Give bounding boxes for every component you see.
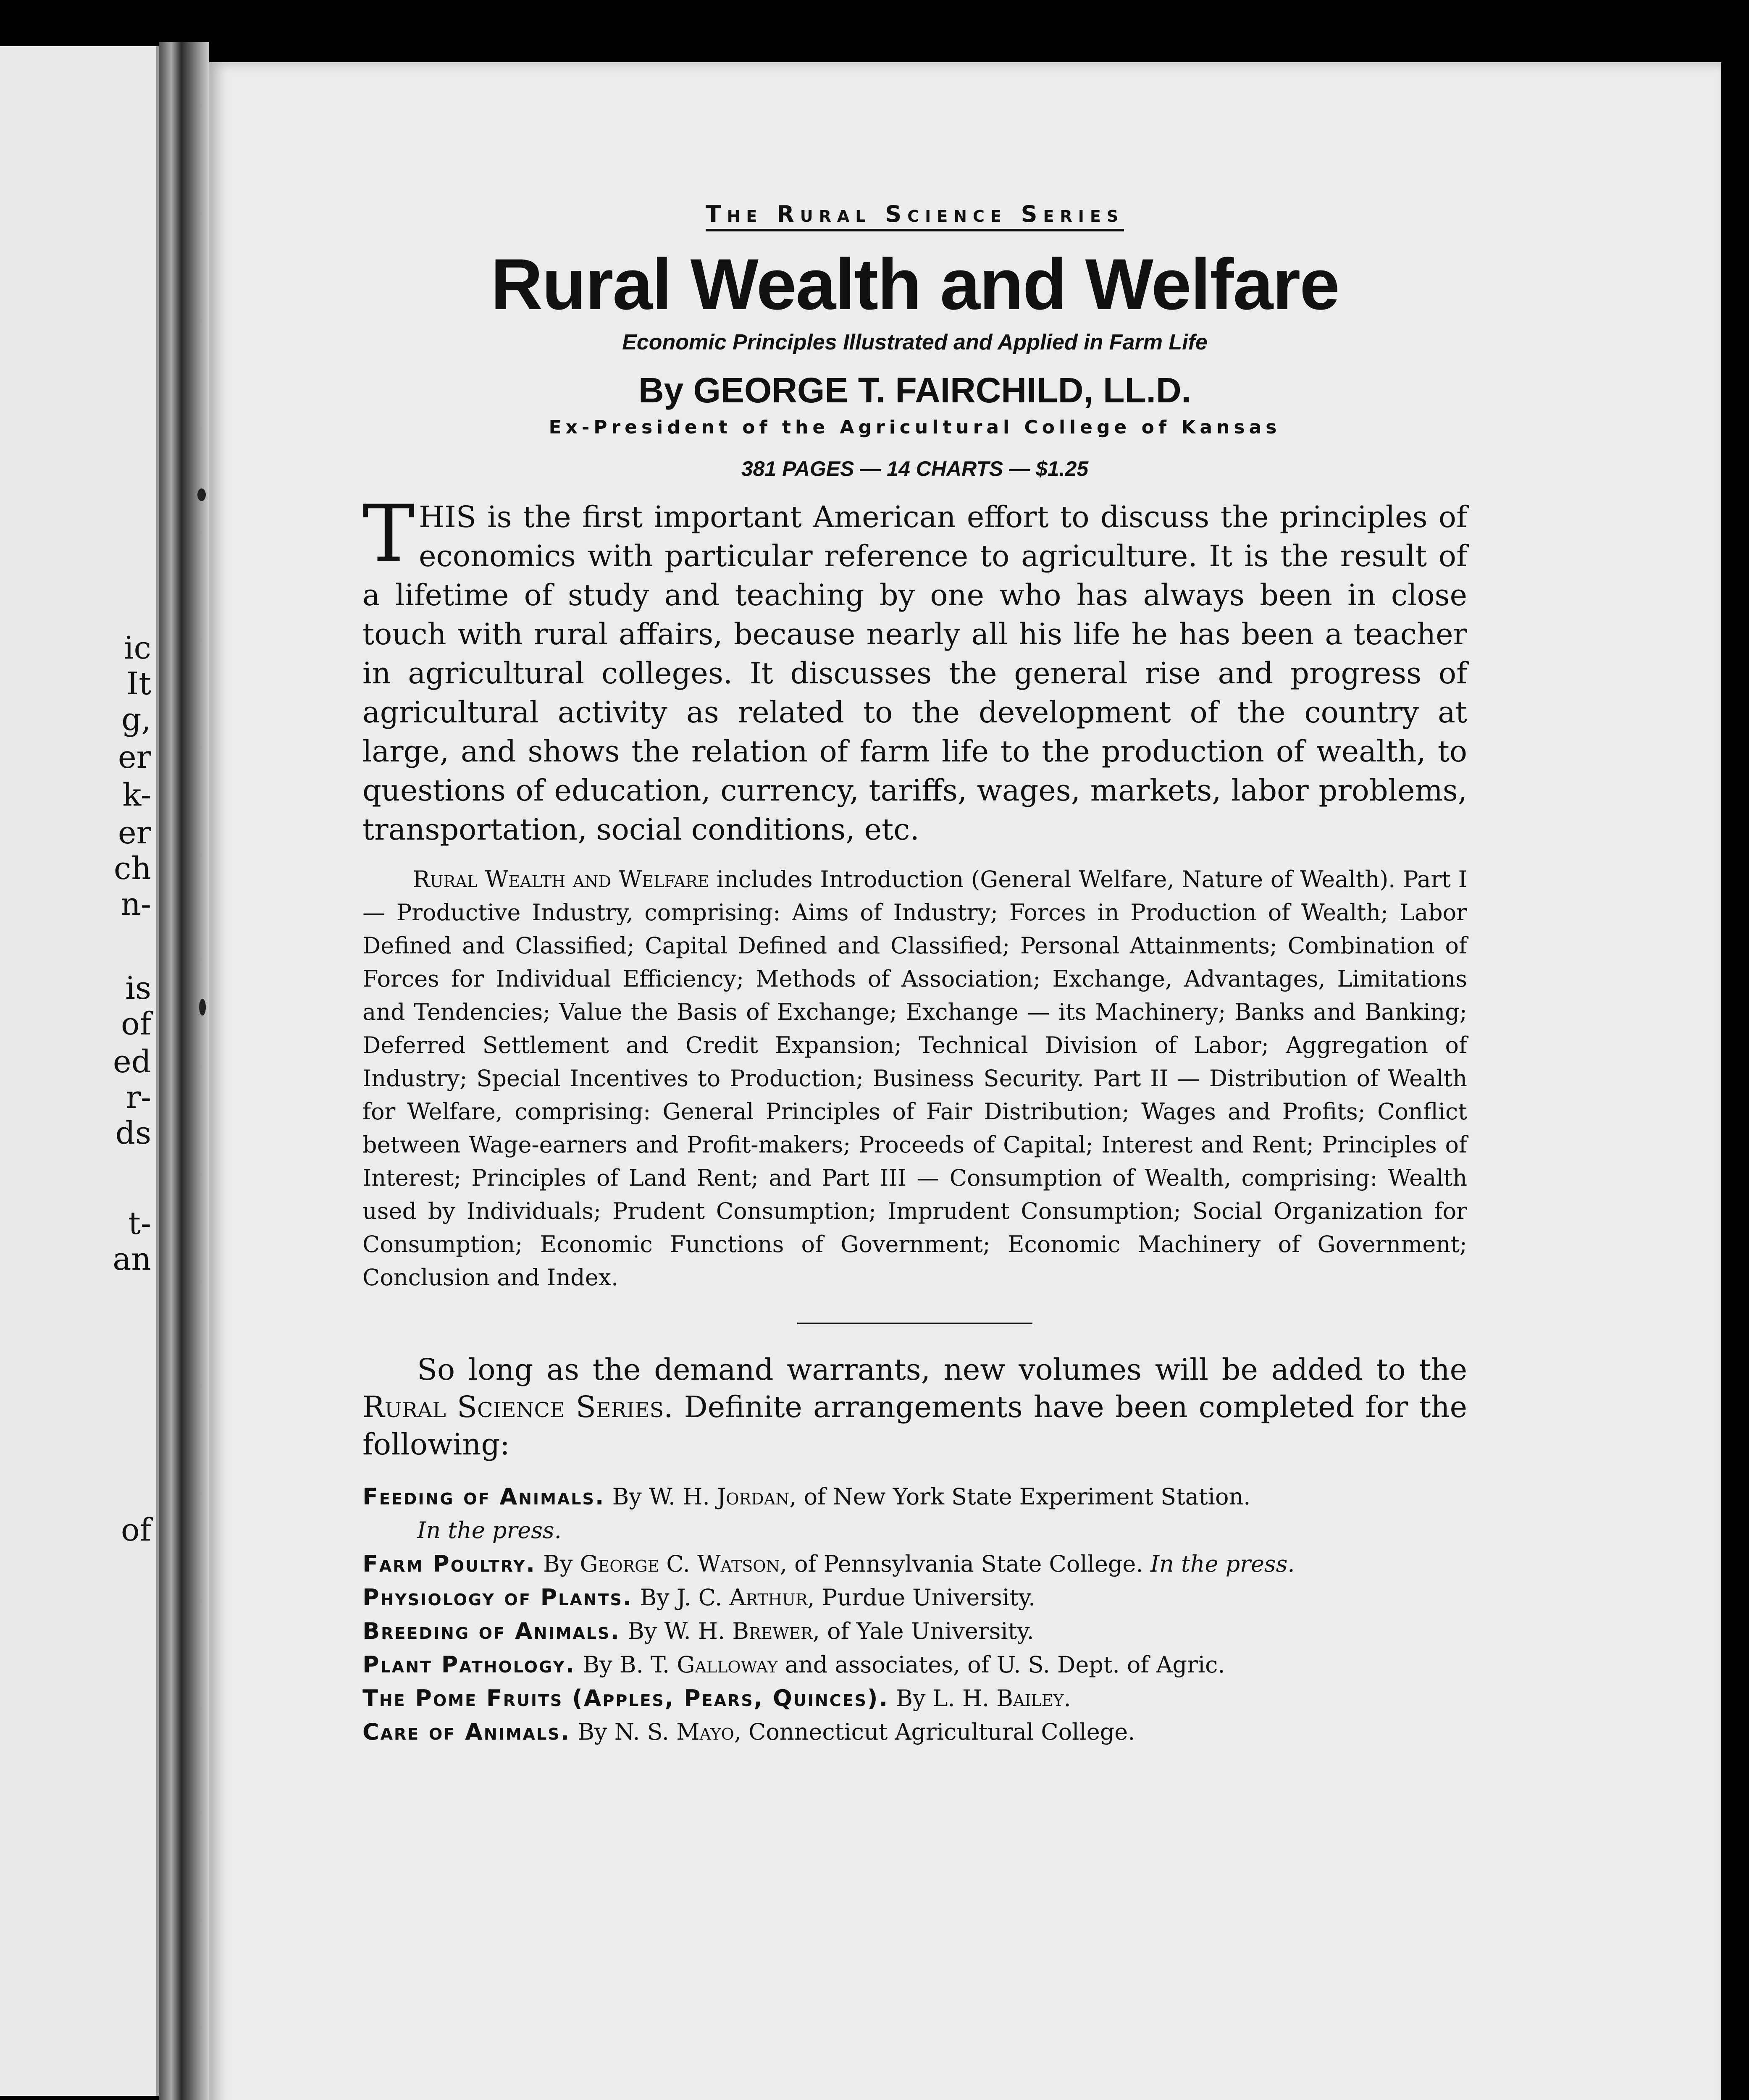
section-divider [797, 1323, 1032, 1324]
volume-by: By [896, 1685, 926, 1712]
closing-text-after: . Definite arrangements have been completed for the following: [362, 1389, 1467, 1462]
facing-page-fragment: t- [128, 1205, 151, 1242]
volume-title: Care of Animals. [362, 1718, 571, 1745]
contents-text: includes Introduction (General Welfare, Nature of Wealth). Part I — Productive Industry, comprising: Aims of Industry; Forces in Production of Wealth; Labor Defined and Classified; Capital Defined and Classified; Personal Attainments; Combination of Forces for Individual Efficiency; Methods of Association; Exchange, Advantages, Limitations and Tendencies; Value the Basis of Exchange; Exchange — its Machinery; Banks and Banking; Deferred Settlement and Credit Expansion; Technical Division of Labor; Aggregation of Industry; Special Incentives to Production; Business Security. Part II — Distribution of Wealth for Welfare, comprising: General Principles of Fair Distribution; Wages and Profits; Conflict between Wage-earners and Profit-makers; Proceeds of Capital; Interest and Rent; Principles of Interest; Principles of Land Rent; and Part III — Consumption of Wealth, comprising: Wealth used by Individuals; Prudent Consumption; Imprudent Consumption; Social Organization for Consumption; Economic Functions of Government; Economic Machinery of Government; Conclusion and Index. [362, 866, 1467, 1291]
forthcoming-volumes-list [362, 1480, 1467, 1749]
volume-author: L. H. Bailey [932, 1685, 1064, 1712]
volume-item [362, 1715, 1467, 1749]
volume-detail: , Purdue University. [807, 1584, 1036, 1611]
volume-detail: , of New York State Experiment Station. [789, 1483, 1251, 1510]
volume-title: Farm Poultry. [362, 1550, 536, 1577]
volume-status: In the press. [1150, 1550, 1295, 1577]
volume-by: By [578, 1718, 607, 1745]
author-line: By GEORGE T. FAIRCHILD, LL.D. [638, 370, 1192, 410]
facing-page-fragment: is [125, 970, 151, 1006]
facing-page-fragment: r- [126, 1079, 151, 1116]
facing-page-fragment: ch [113, 850, 151, 887]
volume-by: By [543, 1550, 573, 1577]
facing-page-fragment: of [121, 1006, 151, 1042]
facing-page-fragment: ed [113, 1044, 151, 1080]
ink-speck [197, 488, 206, 501]
volume-detail: , of Pennsylvania State College. [780, 1550, 1143, 1577]
facing-page-fragment: ic [123, 630, 151, 666]
series-heading [362, 201, 1467, 231]
volume-item [362, 1480, 1467, 1547]
volume-by: By [628, 1617, 657, 1644]
volume-title: Plant Pathology. [362, 1651, 576, 1678]
volume-author: N. S. Mayo [614, 1718, 734, 1745]
facing-page-fragment: er [118, 739, 151, 775]
facing-page-edge [0, 46, 159, 2096]
volume-item [362, 1547, 1467, 1581]
facing-page-fragment: of [121, 1512, 151, 1548]
volume-by: By [612, 1483, 642, 1510]
facing-page-fragment: ds [115, 1115, 151, 1151]
volume-detail: , Connecticut Agricultural College. [734, 1718, 1135, 1745]
contents-book-name: Rural Wealth and Welfare [413, 866, 709, 892]
intro-paragraph [362, 488, 1467, 849]
facing-page-fragment: It [126, 666, 151, 702]
book-gutter [159, 42, 209, 2100]
page-content [362, 201, 1467, 1749]
advertisement-page [209, 62, 1721, 2100]
volume-item [362, 1581, 1467, 1614]
facing-page-fragment: an [113, 1241, 151, 1277]
volume-author: George C. Watson [580, 1550, 780, 1577]
volume-detail: . [1064, 1685, 1071, 1712]
volume-item [362, 1648, 1467, 1682]
closing-text-before: So long as the demand warrants, new volumes will be added to the [417, 1352, 1467, 1387]
series-heading-text: The Rural Science Series [706, 201, 1124, 231]
facing-page-fragment: er [118, 815, 151, 851]
facing-page-fragment: k- [122, 777, 151, 813]
drop-cap: T [362, 488, 415, 579]
volume-item [362, 1614, 1467, 1648]
volume-detail: , of Yale University. [812, 1617, 1034, 1644]
volume-title: Breeding of Animals. [362, 1617, 620, 1644]
volume-author: B. T. Galloway [619, 1651, 778, 1678]
volume-author: J. C. Arthur [676, 1584, 808, 1611]
facing-page-fragment: n- [121, 886, 151, 922]
book-title: Rural Wealth and Welfare [491, 244, 1339, 325]
volume-author: W. H. Jordan [649, 1483, 790, 1510]
closing-paragraph [362, 1351, 1467, 1463]
closing-series-name: Rural Science Series [362, 1389, 664, 1424]
facing-page-text-fragments [0, 46, 156, 2096]
pages-charts-price: 381 PAGES — 14 CHARTS — $1.25 [741, 457, 1089, 480]
volume-by: By [583, 1651, 612, 1678]
ink-speck [199, 999, 206, 1016]
author-affiliation: Ex-President of the Agricultural College of Kansas [549, 416, 1281, 438]
volume-title: Feeding of Animals. [362, 1483, 605, 1510]
volume-title: Physiology of Plants. [362, 1584, 633, 1611]
contents-paragraph [362, 863, 1467, 1294]
volume-status: In the press. [417, 1517, 562, 1544]
volume-detail: and associates, of U. S. Dept. of Agric. [777, 1651, 1225, 1678]
volume-title: The Pome Fruits (Apples, Pears, Quinces). [362, 1685, 889, 1712]
book-subtitle: Economic Principles Illustrated and Applied in Farm Life [622, 330, 1208, 354]
intro-text: HIS is the first important American effort to discuss the principles of economics with particular reference to agriculture. It is the result of a lifetime of study and teaching by one who has always been in close touch with rural affairs, because nearly all his life he has been a teacher in agricultural colleges. It discusses the general rise and progress of agricultural activity as related to the development of the country at large, and shows the relation of farm life to the production of wealth, to questions of education, currency, tariffs, wages, markets, labor problems, transportation, social conditions, etc. [362, 499, 1467, 847]
volume-by: By [640, 1584, 670, 1611]
volume-item [362, 1682, 1467, 1715]
volume-author: W. H. Brewer [664, 1617, 813, 1644]
facing-page-fragment: g, [121, 701, 151, 738]
